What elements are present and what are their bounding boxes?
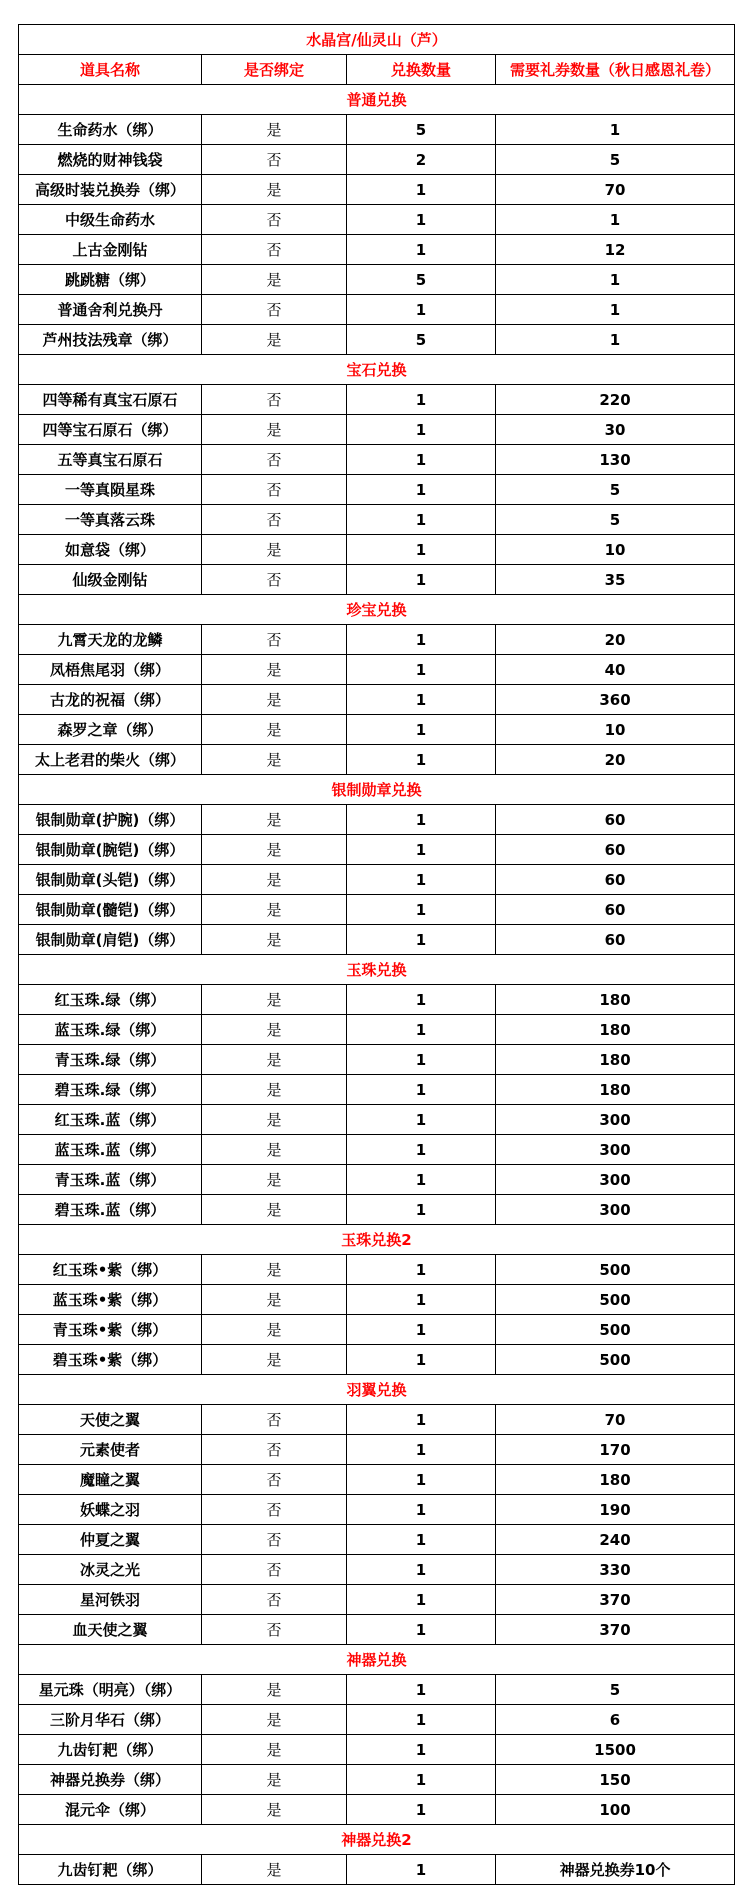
cell-quantity: 1 <box>347 1135 496 1165</box>
cell-quantity: 1 <box>347 1675 496 1705</box>
section-title: 普通兑换 <box>19 85 735 115</box>
cell-ticket-cost: 10 <box>496 535 735 565</box>
cell-bound: 是 <box>202 265 347 295</box>
table-row <box>19 1615 735 1645</box>
cell-ticket-cost: 220 <box>496 385 735 415</box>
cell-ticket-cost: 5 <box>496 1675 735 1705</box>
header-row <box>19 55 735 85</box>
cell-item-name: 生命药水（绑） <box>19 115 202 145</box>
cell-bound: 是 <box>202 1285 347 1315</box>
section-title: 羽翼兑换 <box>19 1375 735 1405</box>
cell-item-name: 银制勋章(肩铠)（绑） <box>19 925 202 955</box>
cell-bound: 否 <box>202 475 347 505</box>
cell-bound: 否 <box>202 1435 347 1465</box>
table-row <box>19 1675 735 1705</box>
cell-quantity: 1 <box>347 1525 496 1555</box>
cell-item-name: 青玉珠•紫（绑） <box>19 1315 202 1345</box>
table-row <box>19 1435 735 1465</box>
cell-bound: 是 <box>202 175 347 205</box>
table-row <box>19 715 735 745</box>
table-row <box>19 265 735 295</box>
cell-item-name: 九霄天龙的龙鳞 <box>19 625 202 655</box>
table-row <box>19 115 735 145</box>
cell-bound: 是 <box>202 1735 347 1765</box>
cell-item-name: 四等宝石原石（绑） <box>19 415 202 445</box>
table-row <box>19 1015 735 1045</box>
table-row <box>19 505 735 535</box>
cell-quantity: 1 <box>347 895 496 925</box>
cell-quantity: 1 <box>347 985 496 1015</box>
cell-ticket-cost: 70 <box>496 175 735 205</box>
cell-ticket-cost: 130 <box>496 445 735 475</box>
cell-ticket-cost: 180 <box>496 985 735 1015</box>
cell-quantity: 1 <box>347 205 496 235</box>
cell-quantity: 5 <box>347 115 496 145</box>
cell-quantity: 1 <box>347 235 496 265</box>
table-row <box>19 1735 735 1765</box>
table-row <box>19 565 735 595</box>
cell-ticket-cost: 1 <box>496 295 735 325</box>
cell-item-name: 银制勋章(髓铠)（绑） <box>19 895 202 925</box>
table-row <box>19 805 735 835</box>
cell-ticket-cost: 70 <box>496 1405 735 1435</box>
table-row <box>19 145 735 175</box>
section-title: 神器兑换 <box>19 1645 735 1675</box>
section-row <box>19 1825 735 1855</box>
cell-item-name: 蓝玉珠.蓝（绑） <box>19 1135 202 1165</box>
cell-item-name: 青玉珠.绿（绑） <box>19 1045 202 1075</box>
cell-item-name: 碧玉珠.绿（绑） <box>19 1075 202 1105</box>
cell-quantity: 1 <box>347 1165 496 1195</box>
cell-item-name: 银制勋章(腕铠)（绑） <box>19 835 202 865</box>
cell-bound: 否 <box>202 1525 347 1555</box>
table-row <box>19 1555 735 1585</box>
table-title: 水晶宫/仙灵山（芦） <box>19 25 735 55</box>
cell-quantity: 1 <box>347 1495 496 1525</box>
table-row <box>19 415 735 445</box>
cell-quantity: 1 <box>347 295 496 325</box>
cell-bound: 是 <box>202 1105 347 1135</box>
cell-bound: 否 <box>202 625 347 655</box>
cell-bound: 是 <box>202 1345 347 1375</box>
cell-bound: 是 <box>202 1855 347 1885</box>
cell-bound: 是 <box>202 1765 347 1795</box>
cell-quantity: 1 <box>347 385 496 415</box>
cell-quantity: 1 <box>347 505 496 535</box>
section-row <box>19 85 735 115</box>
cell-quantity: 1 <box>347 865 496 895</box>
cell-ticket-cost: 5 <box>496 475 735 505</box>
table-row <box>19 925 735 955</box>
cell-item-name: 上古金刚钻 <box>19 235 202 265</box>
cell-quantity: 1 <box>347 625 496 655</box>
cell-item-name: 银制勋章(护腕)（绑） <box>19 805 202 835</box>
cell-item-name: 蓝玉珠.绿（绑） <box>19 1015 202 1045</box>
section-title: 玉珠兑换2 <box>19 1225 735 1255</box>
cell-ticket-cost: 170 <box>496 1435 735 1465</box>
table-row <box>19 625 735 655</box>
table-row <box>19 1765 735 1795</box>
table-row <box>19 385 735 415</box>
cell-ticket-cost: 6 <box>496 1705 735 1735</box>
cell-ticket-cost: 神器兑换券10个 <box>496 1855 735 1885</box>
cell-item-name: 血天使之翼 <box>19 1615 202 1645</box>
cell-quantity: 1 <box>347 565 496 595</box>
cell-quantity: 1 <box>347 1435 496 1465</box>
cell-bound: 是 <box>202 1315 347 1345</box>
cell-quantity: 1 <box>347 1075 496 1105</box>
cell-quantity: 1 <box>347 1615 496 1645</box>
cell-ticket-cost: 5 <box>496 505 735 535</box>
table-row <box>19 1285 735 1315</box>
cell-bound: 否 <box>202 295 347 325</box>
header-quantity: 兑换数量 <box>347 55 496 85</box>
cell-item-name: 一等真落云珠 <box>19 505 202 535</box>
cell-ticket-cost: 370 <box>496 1585 735 1615</box>
cell-bound: 是 <box>202 1675 347 1705</box>
cell-bound: 否 <box>202 235 347 265</box>
cell-quantity: 1 <box>347 1795 496 1825</box>
cell-bound: 是 <box>202 415 347 445</box>
cell-quantity: 1 <box>347 1705 496 1735</box>
cell-item-name: 仙级金刚钻 <box>19 565 202 595</box>
cell-ticket-cost: 500 <box>496 1315 735 1345</box>
cell-ticket-cost: 12 <box>496 235 735 265</box>
cell-ticket-cost: 300 <box>496 1105 735 1135</box>
cell-item-name: 燃烧的财神钱袋 <box>19 145 202 175</box>
cell-ticket-cost: 180 <box>496 1015 735 1045</box>
cell-quantity: 1 <box>347 445 496 475</box>
cell-item-name: 碧玉珠.蓝（绑） <box>19 1195 202 1225</box>
section-row <box>19 1375 735 1405</box>
section-title: 珍宝兑换 <box>19 595 735 625</box>
cell-quantity: 1 <box>347 1045 496 1075</box>
cell-item-name: 青玉珠.蓝（绑） <box>19 1165 202 1195</box>
cell-bound: 是 <box>202 535 347 565</box>
cell-quantity: 5 <box>347 325 496 355</box>
section-title: 神器兑换2 <box>19 1825 735 1855</box>
cell-item-name: 中级生命药水 <box>19 205 202 235</box>
cell-bound: 是 <box>202 1195 347 1225</box>
cell-item-name: 五等真宝石原石 <box>19 445 202 475</box>
cell-quantity: 1 <box>347 1765 496 1795</box>
cell-bound: 是 <box>202 655 347 685</box>
section-row <box>19 1645 735 1675</box>
cell-bound: 是 <box>202 805 347 835</box>
table-row <box>19 655 735 685</box>
cell-quantity: 1 <box>347 1015 496 1045</box>
cell-ticket-cost: 1 <box>496 325 735 355</box>
cell-bound: 否 <box>202 1465 347 1495</box>
cell-ticket-cost: 300 <box>496 1135 735 1165</box>
cell-quantity: 1 <box>347 1585 496 1615</box>
cell-quantity: 1 <box>347 1255 496 1285</box>
cell-ticket-cost: 180 <box>496 1045 735 1075</box>
cell-quantity: 1 <box>347 535 496 565</box>
cell-item-name: 星河铁羽 <box>19 1585 202 1615</box>
cell-item-name: 妖蝶之羽 <box>19 1495 202 1525</box>
cell-quantity: 5 <box>347 265 496 295</box>
cell-item-name: 红玉珠•紫（绑） <box>19 1255 202 1285</box>
cell-ticket-cost: 60 <box>496 895 735 925</box>
cell-bound: 是 <box>202 835 347 865</box>
section-title: 银制勋章兑换 <box>19 775 735 805</box>
cell-ticket-cost: 180 <box>496 1465 735 1495</box>
cell-bound: 是 <box>202 745 347 775</box>
cell-ticket-cost: 5 <box>496 145 735 175</box>
cell-ticket-cost: 40 <box>496 655 735 685</box>
cell-item-name: 仲夏之翼 <box>19 1525 202 1555</box>
table-row <box>19 1165 735 1195</box>
cell-ticket-cost: 20 <box>496 745 735 775</box>
cell-ticket-cost: 1 <box>496 115 735 145</box>
table-row <box>19 205 735 235</box>
table-row <box>19 1105 735 1135</box>
cell-bound: 是 <box>202 1045 347 1075</box>
table-row <box>19 835 735 865</box>
table-row <box>19 1075 735 1105</box>
cell-item-name: 冰灵之光 <box>19 1555 202 1585</box>
cell-quantity: 1 <box>347 475 496 505</box>
table-row <box>19 1255 735 1285</box>
cell-ticket-cost: 35 <box>496 565 735 595</box>
cell-bound: 否 <box>202 1585 347 1615</box>
table-row <box>19 1195 735 1225</box>
cell-bound: 是 <box>202 1705 347 1735</box>
cell-ticket-cost: 10 <box>496 715 735 745</box>
cell-ticket-cost: 300 <box>496 1165 735 1195</box>
table-row <box>19 1585 735 1615</box>
cell-ticket-cost: 500 <box>496 1345 735 1375</box>
cell-bound: 否 <box>202 505 347 535</box>
table-row <box>19 535 735 565</box>
table-row <box>19 295 735 325</box>
cell-quantity: 1 <box>347 1315 496 1345</box>
cell-item-name: 四等稀有真宝石原石 <box>19 385 202 415</box>
cell-item-name: 古龙的祝福（绑） <box>19 685 202 715</box>
cell-item-name: 普通舍利兑换丹 <box>19 295 202 325</box>
table-row <box>19 175 735 205</box>
table-row <box>19 865 735 895</box>
cell-ticket-cost: 1500 <box>496 1735 735 1765</box>
cell-item-name: 碧玉珠•紫（绑） <box>19 1345 202 1375</box>
cell-ticket-cost: 500 <box>496 1285 735 1315</box>
cell-item-name: 太上老君的柴火（绑） <box>19 745 202 775</box>
section-row <box>19 775 735 805</box>
cell-bound: 是 <box>202 925 347 955</box>
table-row <box>19 685 735 715</box>
table-row <box>19 235 735 265</box>
cell-item-name: 魔瞳之翼 <box>19 1465 202 1495</box>
cell-quantity: 1 <box>347 1405 496 1435</box>
cell-quantity: 1 <box>347 805 496 835</box>
cell-ticket-cost: 60 <box>496 835 735 865</box>
cell-item-name: 红玉珠.蓝（绑） <box>19 1105 202 1135</box>
cell-ticket-cost: 1 <box>496 205 735 235</box>
cell-ticket-cost: 100 <box>496 1795 735 1825</box>
section-row <box>19 955 735 985</box>
cell-quantity: 1 <box>347 1735 496 1765</box>
cell-bound: 否 <box>202 565 347 595</box>
table-row <box>19 475 735 505</box>
cell-quantity: 2 <box>347 145 496 175</box>
cell-quantity: 1 <box>347 685 496 715</box>
cell-ticket-cost: 190 <box>496 1495 735 1525</box>
table-row <box>19 1405 735 1435</box>
section-title: 宝石兑换 <box>19 355 735 385</box>
cell-quantity: 1 <box>347 1105 496 1135</box>
cell-ticket-cost: 370 <box>496 1615 735 1645</box>
cell-quantity: 1 <box>347 1285 496 1315</box>
cell-bound: 是 <box>202 115 347 145</box>
cell-quantity: 1 <box>347 1345 496 1375</box>
cell-item-name: 高级时装兑换券（绑） <box>19 175 202 205</box>
cell-item-name: 三阶月华石（绑） <box>19 1705 202 1735</box>
cell-ticket-cost: 330 <box>496 1555 735 1585</box>
cell-item-name: 红玉珠.绿（绑） <box>19 985 202 1015</box>
cell-item-name: 一等真陨星珠 <box>19 475 202 505</box>
cell-ticket-cost: 30 <box>496 415 735 445</box>
table-row <box>19 1855 735 1885</box>
cell-bound: 是 <box>202 985 347 1015</box>
title-row <box>19 25 735 55</box>
table-row <box>19 1795 735 1825</box>
cell-item-name: 神器兑换券（绑） <box>19 1765 202 1795</box>
header-ticket-cost: 需要礼券数量（秋日感恩礼卷） <box>496 55 735 85</box>
table-row <box>19 1525 735 1555</box>
table-row <box>19 1315 735 1345</box>
cell-item-name: 凤梧焦尾羽（绑） <box>19 655 202 685</box>
cell-item-name: 星元珠（明亮）（绑） <box>19 1675 202 1705</box>
cell-bound: 是 <box>202 715 347 745</box>
cell-quantity: 1 <box>347 415 496 445</box>
cell-quantity: 1 <box>347 1195 496 1225</box>
table-row <box>19 895 735 925</box>
cell-bound: 否 <box>202 1405 347 1435</box>
table-row <box>19 1465 735 1495</box>
cell-bound: 否 <box>202 1495 347 1525</box>
cell-quantity: 1 <box>347 715 496 745</box>
cell-ticket-cost: 500 <box>496 1255 735 1285</box>
cell-ticket-cost: 360 <box>496 685 735 715</box>
exchange-table-body <box>19 25 735 1885</box>
cell-quantity: 1 <box>347 1555 496 1585</box>
header-bound: 是否绑定 <box>202 55 347 85</box>
cell-bound: 是 <box>202 1255 347 1285</box>
cell-quantity: 1 <box>347 655 496 685</box>
cell-ticket-cost: 60 <box>496 925 735 955</box>
cell-quantity: 1 <box>347 1855 496 1885</box>
table-row <box>19 325 735 355</box>
cell-bound: 否 <box>202 1615 347 1645</box>
cell-bound: 是 <box>202 1135 347 1165</box>
cell-item-name: 元素使者 <box>19 1435 202 1465</box>
header-item-name: 道具名称 <box>19 55 202 85</box>
cell-item-name: 森罗之章（绑） <box>19 715 202 745</box>
cell-ticket-cost: 1 <box>496 265 735 295</box>
cell-bound: 是 <box>202 1075 347 1105</box>
section-title: 玉珠兑换 <box>19 955 735 985</box>
cell-quantity: 1 <box>347 1465 496 1495</box>
cell-ticket-cost: 240 <box>496 1525 735 1555</box>
cell-item-name: 九齿钉耙（绑） <box>19 1855 202 1885</box>
cell-bound: 是 <box>202 685 347 715</box>
cell-bound: 是 <box>202 1795 347 1825</box>
cell-quantity: 1 <box>347 175 496 205</box>
cell-bound: 是 <box>202 865 347 895</box>
table-row <box>19 445 735 475</box>
cell-ticket-cost: 180 <box>496 1075 735 1105</box>
cell-bound: 是 <box>202 895 347 925</box>
cell-bound: 否 <box>202 385 347 415</box>
section-row <box>19 595 735 625</box>
cell-item-name: 混元伞（绑） <box>19 1795 202 1825</box>
cell-quantity: 1 <box>347 835 496 865</box>
cell-item-name: 天使之翼 <box>19 1405 202 1435</box>
cell-quantity: 1 <box>347 745 496 775</box>
cell-item-name: 蓝玉珠•紫（绑） <box>19 1285 202 1315</box>
cell-ticket-cost: 300 <box>496 1195 735 1225</box>
cell-item-name: 九齿钉耙（绑） <box>19 1735 202 1765</box>
cell-item-name: 芦州技法残章（绑） <box>19 325 202 355</box>
cell-bound: 是 <box>202 1165 347 1195</box>
table-row <box>19 1705 735 1735</box>
table-row <box>19 1045 735 1075</box>
table-row <box>19 1345 735 1375</box>
cell-item-name: 跳跳糖（绑） <box>19 265 202 295</box>
cell-bound: 否 <box>202 145 347 175</box>
cell-ticket-cost: 20 <box>496 625 735 655</box>
cell-bound: 否 <box>202 205 347 235</box>
cell-bound: 否 <box>202 445 347 475</box>
cell-item-name: 银制勋章(头铠)（绑） <box>19 865 202 895</box>
cell-bound: 是 <box>202 325 347 355</box>
cell-bound: 否 <box>202 1555 347 1585</box>
cell-bound: 是 <box>202 1015 347 1045</box>
section-row <box>19 1225 735 1255</box>
table-row <box>19 985 735 1015</box>
table-row <box>19 1495 735 1525</box>
section-row <box>19 355 735 385</box>
exchange-table <box>18 24 735 1885</box>
cell-ticket-cost: 60 <box>496 805 735 835</box>
table-row <box>19 745 735 775</box>
table-row <box>19 1135 735 1165</box>
cell-ticket-cost: 60 <box>496 865 735 895</box>
cell-item-name: 如意袋（绑） <box>19 535 202 565</box>
cell-quantity: 1 <box>347 925 496 955</box>
cell-ticket-cost: 150 <box>496 1765 735 1795</box>
